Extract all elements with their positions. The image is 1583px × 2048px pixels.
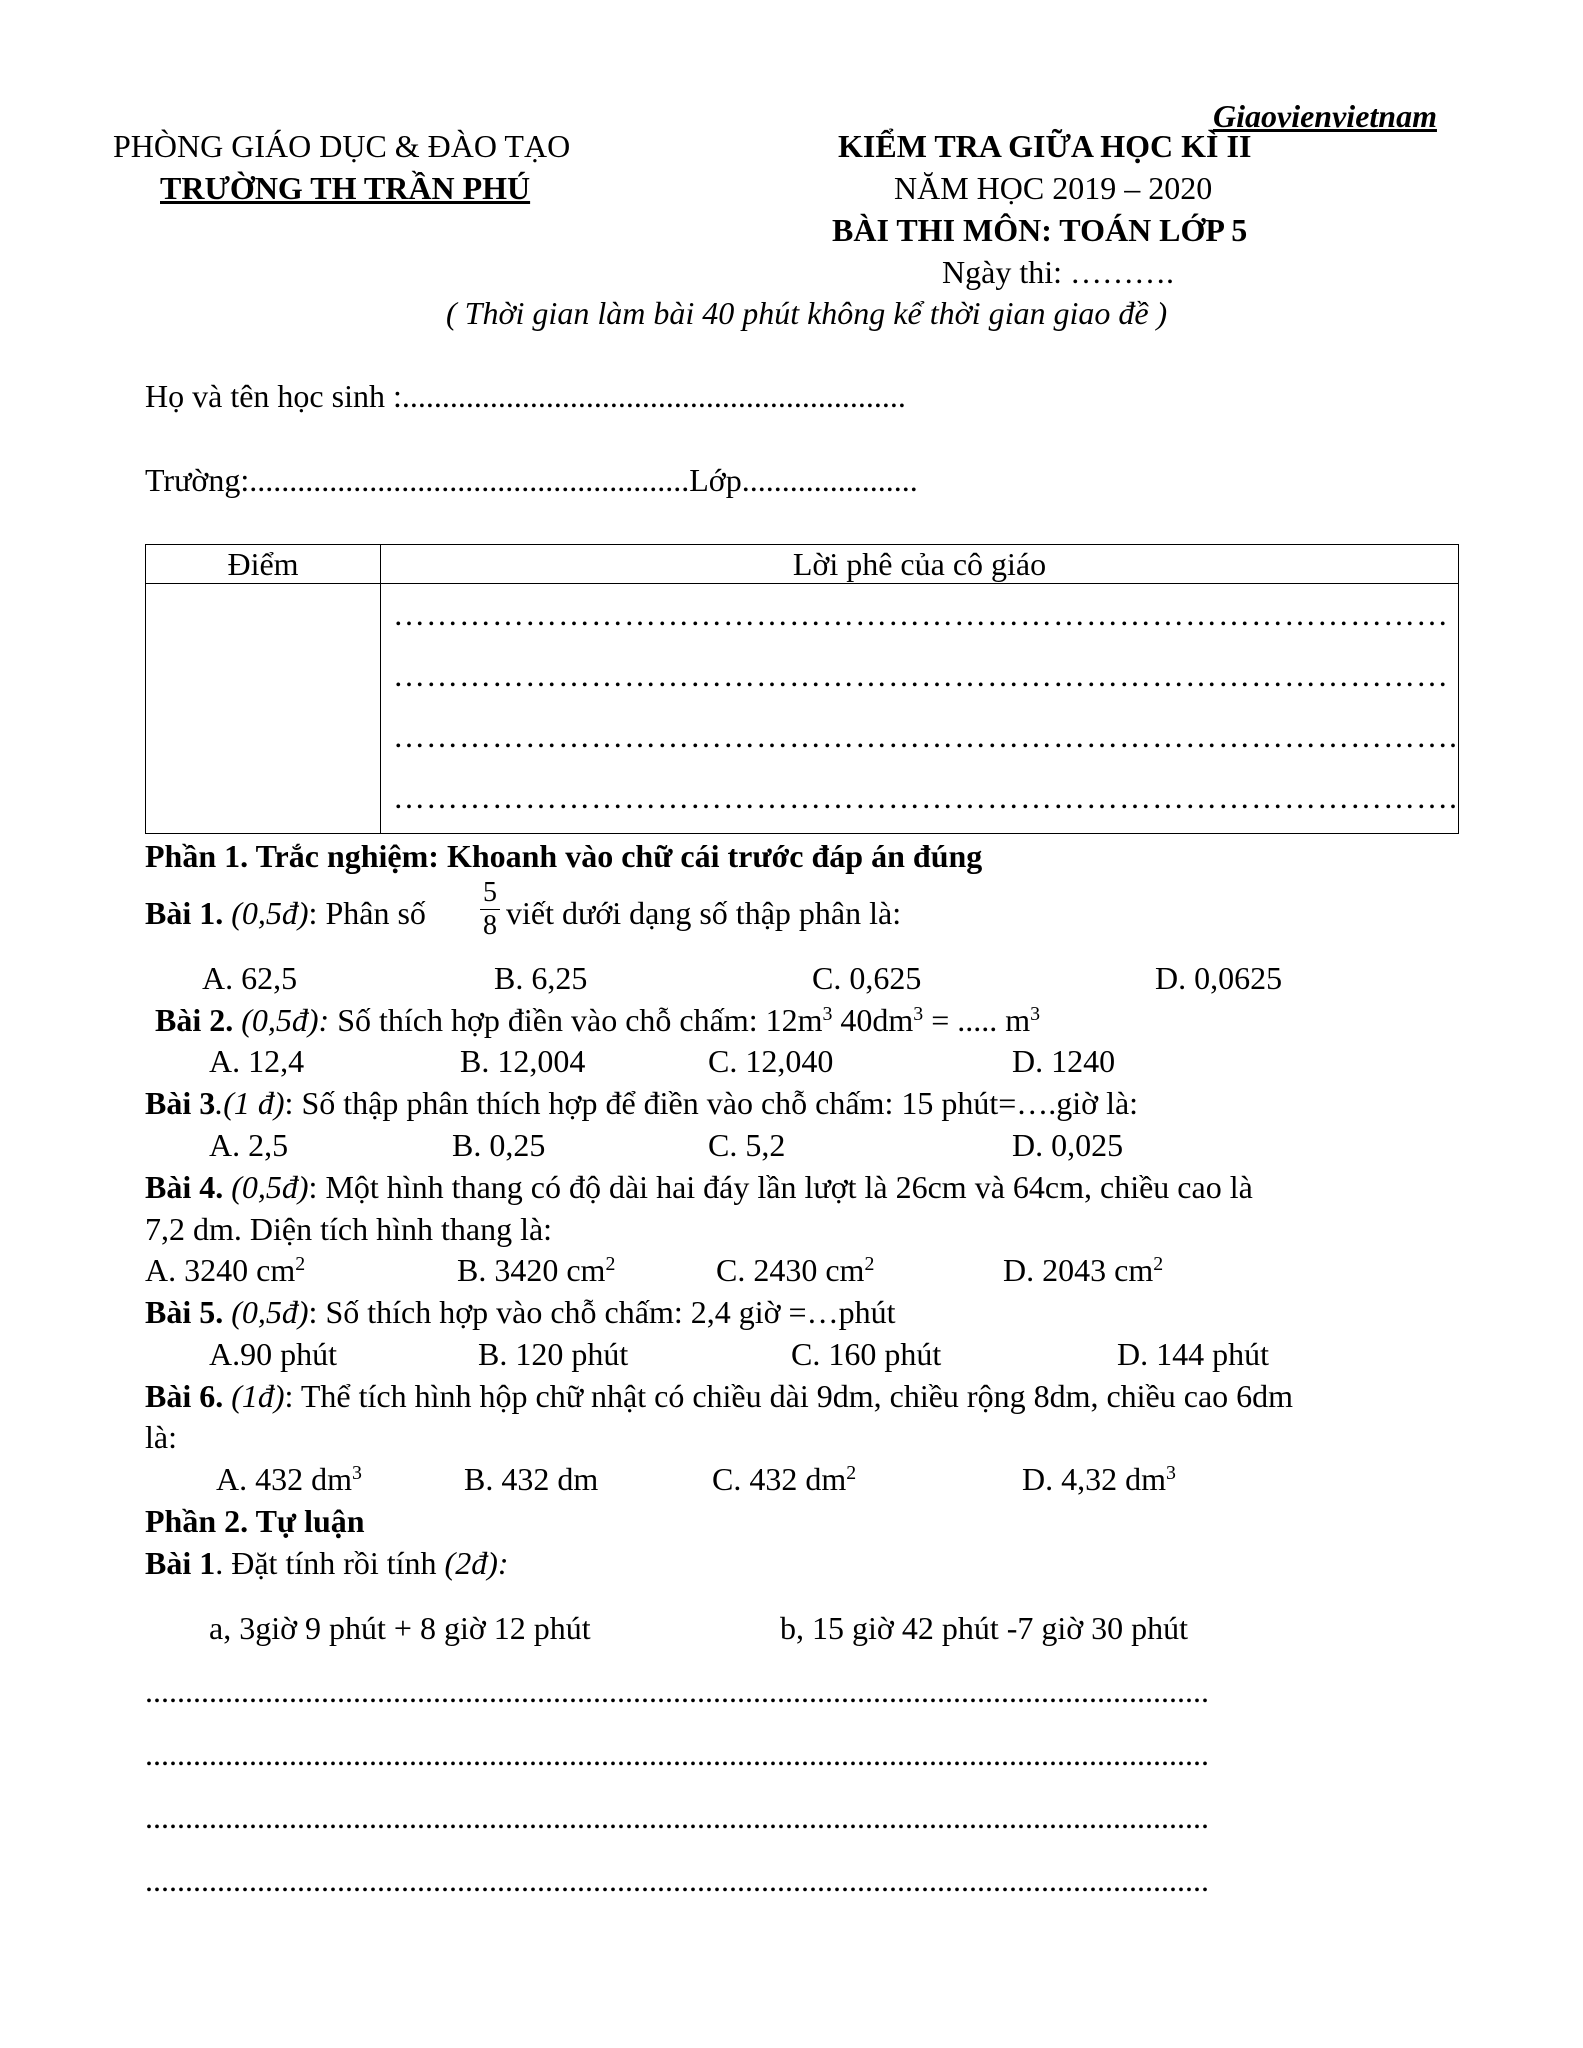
class-label: Lớp [689,462,742,498]
answer-line[interactable]: ..................................................................................................................................... [145,1738,1209,1770]
q1-label: Bài 1. [145,895,224,931]
q3-line [145,1087,1138,1119]
q4-label: Bài 4. [145,1169,224,1205]
q2-text-3: = ..... m [923,1002,1031,1038]
q5-option-b[interactable]: B. 120 phút [478,1336,629,1372]
exam-date: Ngày thi: ………. [942,254,1174,290]
q3-option-d[interactable]: D. 0,025 [1012,1127,1124,1163]
school-dots: ....................................................... [249,462,690,498]
q2-sup-2: 3 [913,1003,924,1026]
q6-option-d[interactable]: D. 4,32 $dm^3$ [1022,1461,1176,1497]
part2-q1-line [145,1547,509,1579]
answer-line[interactable]: ..................................................................................................................................... [145,1801,1209,1833]
q6-text: : Thể tích hình hộp chữ nhật có chiều dài 9dm, chiều rộng 8dm, chiều cao 6dm [284,1378,1294,1414]
answer-line[interactable]: ..................................................................................................................................... [145,1864,1209,1896]
q2-option-b[interactable]: B. 12,004 [460,1043,586,1079]
q3-option-a[interactable]: A. 2,5 [209,1127,289,1163]
class-dots: ...................... [741,462,918,498]
school-year: NĂM HỌC 2019 – 2020 [894,170,1213,206]
q2-points: (0,5đ): [241,1002,330,1038]
q4-option-a[interactable]: A. 3240 $cm^2$ [145,1252,306,1288]
comment-header: Lời phê của cô giáo [381,545,1459,584]
q1-text: : Phân số [308,895,426,931]
q3-text: : Số thập phân thích hợp để điền vào chỗ chấm: 15 phút=….giờ là: [284,1085,1139,1121]
comment-line: …………………………………………………………………………………… [393,657,1449,693]
q4-line-1 [145,1171,1253,1203]
q5-label: Bài 5. [145,1294,224,1330]
part1-title: Phần 1. Trắc nghiệm: Khoanh vào chữ cái trước đáp án đúng [145,838,983,874]
q4-points: (0,5đ) [231,1169,309,1205]
q4-line-2: 7,2 dm. Diện tích hình thang là: [145,1211,553,1247]
part2-q1-label: Bài 1 [145,1545,216,1581]
part2-q1-points: (2đ): [444,1545,509,1581]
q6-line-1 [145,1380,1293,1412]
time-note: ( Thời gian làm bài 40 phút không kể thời gian giao đề ) [446,295,1168,331]
q2-option-d[interactable]: D. 1240 [1012,1043,1116,1079]
q1-line [145,897,426,929]
part2-q1-sub-b: b, 15 giờ 42 phút -7 giờ 30 phút [780,1610,1189,1646]
part2-title: Phần 2. Tự luận [145,1503,365,1539]
exam-title: KIỂM TRA GIỮA HỌC KÌ II [838,128,1252,164]
q1-text-after: viết dưới dạng số thập phân là: [506,895,902,931]
q2-sup-1: 3 [822,1003,833,1026]
q2-sup-3: 3 [1030,1003,1041,1026]
comment-line: …………………………………………………………………………………… [393,596,1449,632]
answer-line[interactable]: ..................................................................................................................................... [145,1675,1209,1707]
q4-option-d[interactable]: D. 2043 $cm^2$ [1003,1252,1164,1288]
q5-text: : Số thích hợp vào chỗ chấm: 2,4 giờ =…phút [308,1294,896,1330]
q3-option-b[interactable]: B. 0,25 [452,1127,546,1163]
q6-option-b[interactable]: B. 432 dm [464,1461,599,1497]
student-name-dots: ............................................................... [401,378,906,414]
q6-line-2: là: [145,1419,177,1455]
watermark: Giaovienvietnam [1213,98,1437,134]
q4-text: : Một hình thang có độ dài hai đáy lần lượt là 26cm và 64cm, chiều cao là [308,1169,1253,1205]
q2-label: Bài 2. [155,1002,234,1038]
q6-points: (1đ) [231,1378,285,1414]
q4-option-c[interactable]: C. 2430 $cm^2$ [716,1252,875,1288]
grade-cell[interactable] [146,584,381,834]
school-label: Trường: [145,462,250,498]
student-name-label: Họ và tên học sinh : [145,378,402,414]
part2-q1-text: . Đặt tính rồi tính [215,1545,445,1581]
q2-text-2: 40dm [832,1002,914,1038]
q6-option-c[interactable]: C. 432 $dm^2$ [712,1461,857,1497]
q1-option-c[interactable]: C. 0,625 [812,960,922,996]
q4-option-b[interactable]: B. 3420 $cm^2$ [457,1252,616,1288]
q5-option-d[interactable]: D. 144 phút [1117,1336,1269,1372]
q5-option-c[interactable]: C. 160 phút [791,1336,942,1372]
school-name: TRƯỜNG TH TRẦN PHÚ [160,170,531,206]
q3-points: .(1 đ) [215,1085,285,1121]
department-name: PHÒNG GIÁO DỤC & ĐÀO TẠO [113,128,571,164]
q5-option-a[interactable]: A.90 phút [209,1336,337,1372]
q5-line [145,1296,895,1328]
q1-fraction-denominator: 8 [483,910,497,941]
q1-fraction [480,879,500,940]
q1-points: (0,5đ) [231,895,309,931]
q1-option-a[interactable]: A. 62,5 [202,960,298,996]
q2-text: Số thích hợp điền vào chỗ chấm: 12m [329,1002,823,1038]
q6-label: Bài 6. [145,1378,224,1414]
q2-line [155,1004,1040,1036]
student-name-line[interactable] [145,380,906,412]
q3-option-c[interactable]: C. 5,2 [708,1127,786,1163]
grade-table [145,544,1459,834]
q6-option-a[interactable]: A. 432 $dm^3$ [216,1461,362,1497]
q2-option-a[interactable]: A. 12,4 [209,1043,305,1079]
school-class-line[interactable] [145,464,918,496]
grade-header: Điểm [146,545,381,584]
part2-q1-sub-a: a, 3giờ 9 phút + 8 giờ 12 phút [209,1610,591,1646]
q3-label: Bài 3 [145,1085,216,1121]
comment-line: ……………………………………………………………………………………. [393,779,1458,815]
q2-option-c[interactable]: C. 12,040 [708,1043,834,1079]
comment-cell[interactable] [381,584,1459,834]
comment-line: ……………………………………………………………………………………. [393,718,1458,754]
q1-fraction-numerator: 5 [483,877,497,908]
q5-points: (0,5đ) [231,1294,309,1330]
exam-subject: BÀI THI MÔN: TOÁN LỚP 5 [832,212,1248,248]
q1-option-d[interactable]: D. 0,0625 [1155,960,1283,996]
q1-option-b[interactable]: B. 6,25 [494,960,588,996]
